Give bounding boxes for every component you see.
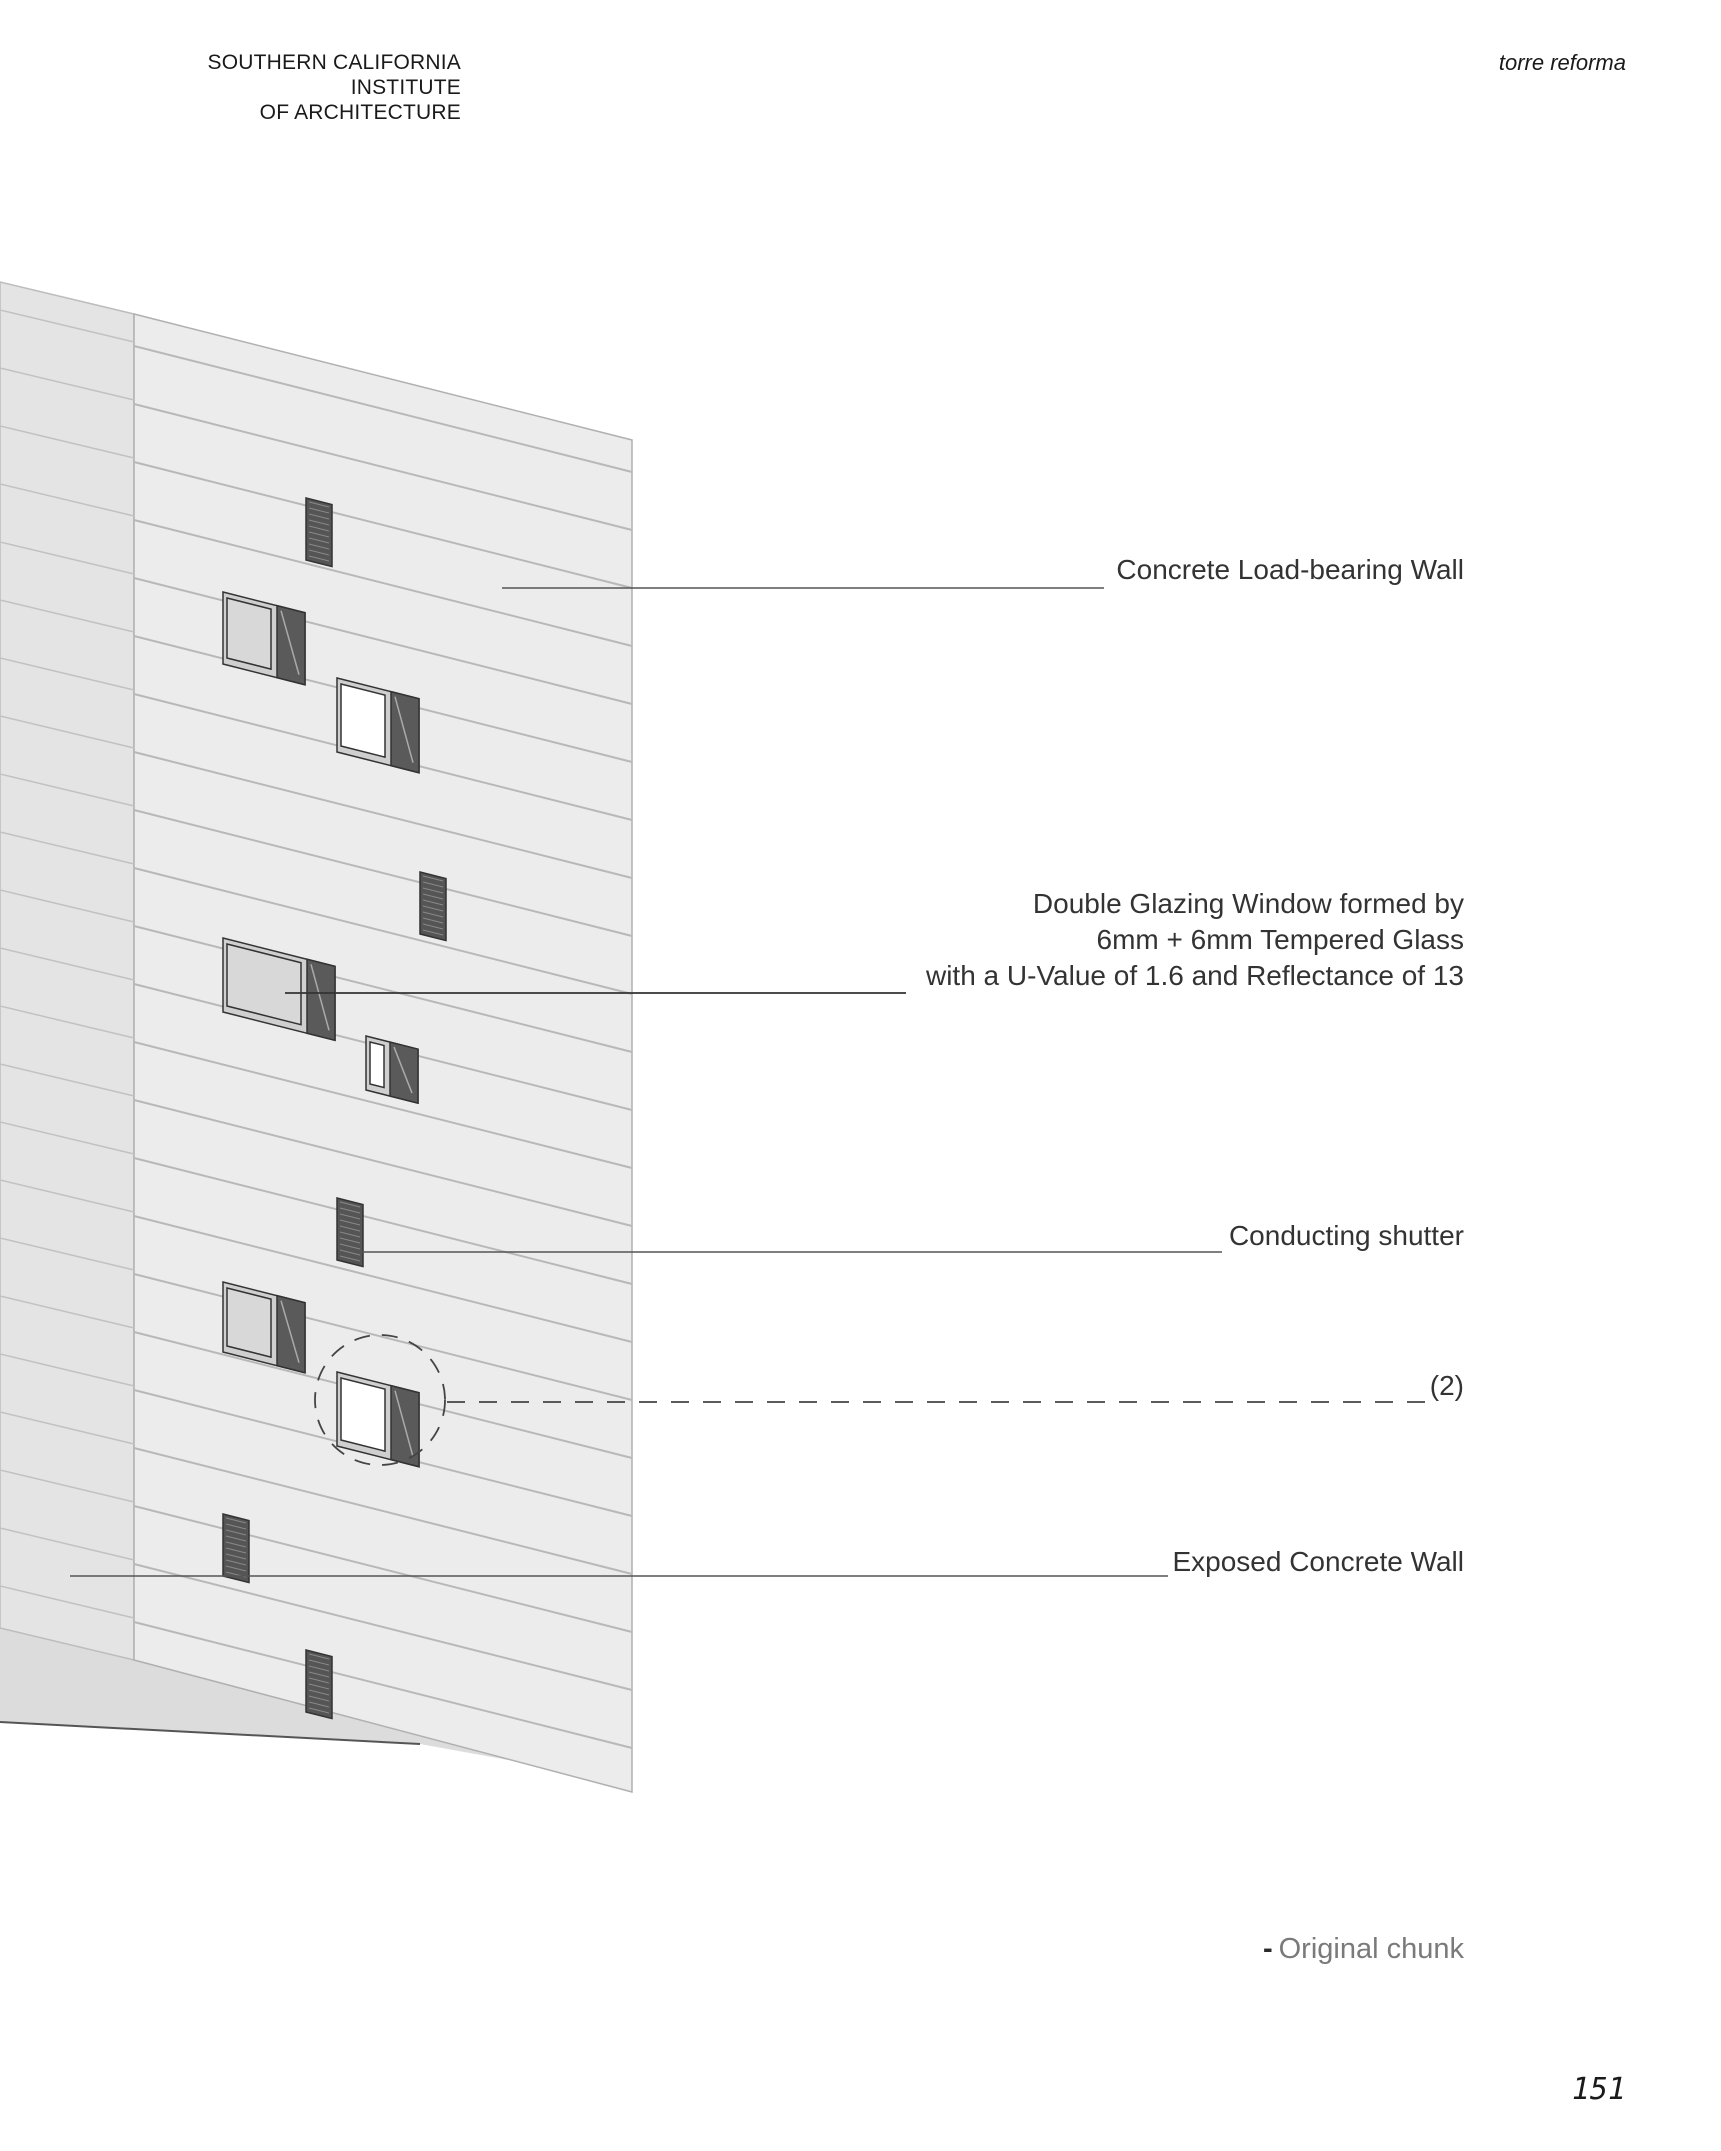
glazing-pane [227, 1288, 271, 1357]
window-label-line-1: Double Glazing Window formed by [1032, 888, 1464, 919]
institution-line-2: OF ARCHITECTURE [259, 101, 461, 124]
window-label-line-3: with a U-Value of 1.6 and Reflectance of 13 [925, 960, 1464, 991]
label-exposed-concrete-wall: Exposed Concrete Wall [1172, 1546, 1464, 1577]
caption-dash: - [1262, 1933, 1273, 1965]
glazing-pane [227, 598, 271, 669]
project-title: torre reforma [1498, 50, 1626, 75]
institution-line-1: SOUTHERN CALIFORNIA INSTITUTE [207, 51, 461, 99]
label-detail-reference: (2) [1429, 1370, 1464, 1401]
caption-text: Original chunk [1278, 1933, 1464, 1965]
label-double-glazing-window [926, 886, 1464, 994]
page-number: 151 [1571, 2072, 1626, 2107]
glazing-pane [341, 684, 385, 757]
label-concrete-wall: Concrete Load-bearing Wall [1116, 554, 1464, 585]
figure-caption [1263, 1933, 1464, 1966]
label-conducting-shutter: Conducting shutter [1228, 1220, 1464, 1251]
window-label-line-2: 6mm + 6mm Tempered Glass [1096, 924, 1464, 955]
glazing-pane [341, 1378, 385, 1451]
glazing-pane [370, 1042, 384, 1088]
